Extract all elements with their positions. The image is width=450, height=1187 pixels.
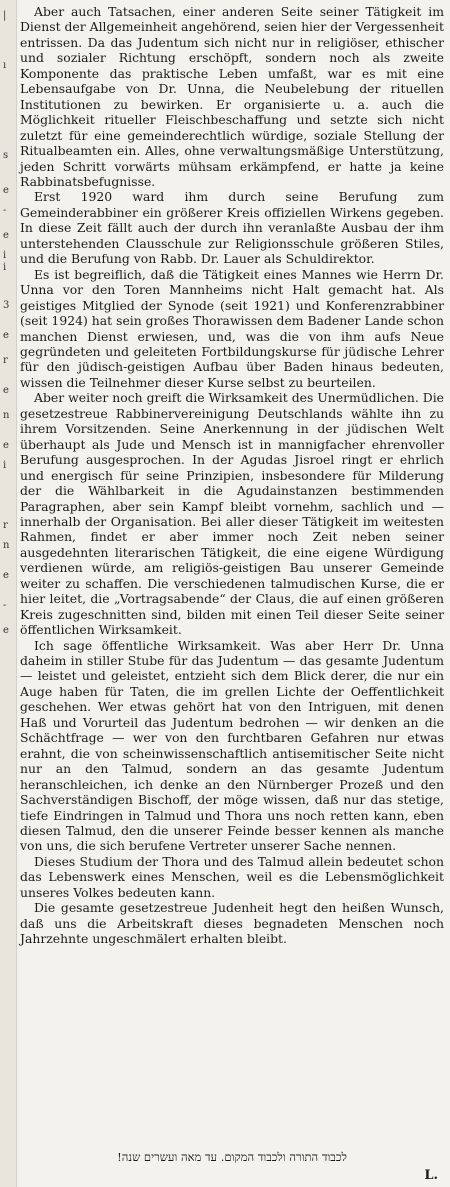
paragraph-study: Dieses Studium der Thora und des Talmud allein bedeutet schon das Lebenswerk eines Menschen, weil es die Lebensmöglichkeit unseres Volkes bedeuten kann. [20,853,444,900]
margin-mark: r [3,520,8,531]
margin-mark: e [3,385,9,396]
margin-mark: i [3,460,7,471]
paragraph-wish: Die gesamte gesetzestreue Judenheit hegt den heißen Wunsch, daß uns die Arbeitskraft dieses begnadeten Menschen noch Jahrzehnte ungeschmälert erhalten bleibt. [20,900,444,947]
margin-mark: n [3,540,10,551]
margin-mark: e [3,570,9,581]
margin-mark: e [3,330,9,341]
margin-mark: s [3,150,9,161]
margin-mark: r [3,355,8,366]
paragraph-ritual-institutions: Aber auch Tatsachen, einer anderen Seite seiner Tätigkeit im Dienst der Allgemeinheit angehörend, seien hier der Vergessenheit entrissen. Da das Judentum sich nicht nur in religiöser, ethischer und sozialer Richtung erschöpft, sondern noch als zweite Komponente das praktische Leben umfaßt, war es mit eine Lebensaufgabe von Dr. Unna, die Neubelebung der rituellen Institutionen zu bewirken. Er organisierte u. a. auch die Möglichkeit ritueller Fleischbeschaffung und setzte sich nicht zuletzt für eine gemeinderechtlich würdige, soziale Stellung der Ritualbeamten ein. Alles, ohne verwaltungsmäßige Unterstützung, jeden Schritt vorwärts mühsam erkämpfend, er hatte ja keine Rabbinatsbefugnisse. [20,4,444,189]
margin-mark: e [3,185,9,196]
margin-mark: e [3,625,9,636]
margin-mark: 3 [3,300,10,311]
margin-mark: i [3,262,7,273]
left-margin-strip [0,0,17,1187]
paragraph-community-rabbi: Erst 1920 ward ihm durch seine Berufung zum Gemeinderabbiner ein größerer Kreis offiziellen Wirkens gegeben. In diese Zeit fällt auch der durch ihn veranlaßte Ausbau der ihm unterstehenden Clausschule zur Religionsschule größeren Stiles, und die Berufung von Rabb. Dr. Lauer als Schuldirektor. [20,189,444,267]
margin-mark: - [3,205,7,216]
paragraph-public-work: Ich sage öffentliche Wirksamkeit. Was aber Herr Dr. Unna daheim in stiller Stube für das Judentum — das gesamte Judentum — leistet und geleistet, entzieht sich dem Blick derer, die nur ein Auge haben für Taten, die im grellen Lichte der Oeffentlichkeit geschehen. Wer etwas gehört hat von den Intriguen, mit denen Haß und Vorurteil das Judentum bedrohen — wir denken an die Schächtfrage — wer von den furchtbaren Gefahren nur etwas erahnt, die von scheinwissenschaftlich antisemitischer Seite nicht nur an den Talmud, sondern an das gesamte Judentum heranschleichen, ich denke an den Nürnberger Prozeß und den Sachverständigen Bischoff, der möge wissen, daß nur das stetige, tiefe Eindringen in Talmud und Thora uns noch retten kann, eben diesen Talmud, den die unserer Feinde besser kennen als manche von uns, die sich berufene Vertreter unserer Sache nennen. [20,637,444,854]
margin-mark: i [3,250,7,261]
margin-mark: n [3,410,10,421]
paragraph-wider-influence: Aber weiter noch greift die Wirksamkeit des Unermüdlichen. Die gesetzestreue Rabbinervereinigung Deutschlands wählte ihn zu ihrem Vorsitzenden. Seine Anerkennung in der jüdischen Welt überhaupt als Jude und Mensch ist in mannigfacher ehrenvoller Berufung ausgesprochen. In der Agudas Jisroel ringt er ehrlich und energisch für seine Prinzipien, insbesondere für Milderung der die Wählbarkeit in die Agudainstanzen bestimmenden Paragraphen, aber sein Kampf bleibt vornehm, sachlich und — innerhalb der Organisation. Bei aller dieser Tätigkeit im weitesten Rahmen, findet er aber immer noch Zeit neben seiner ausgedehnten literarischen Tätigkeit, die eine eigene Würdigung verdienen würde, am religiös-geistigen Bau unserer Gemeinde weiter zu schaffen. Die verschiedenen talmudischen Kurse, die er hier leitet, die „Vortragsabende“ der Claus, die auf einen größeren Kreis zugeschnitten sind, bilden mit einen Teil dieser Seite seiner öffentlichen Wirksamkeit. [20,390,444,638]
margin-mark: | [3,10,7,21]
margin-mark: - [3,600,7,611]
article-column [20,4,444,947]
margin-mark: e [3,230,9,241]
margin-mark: ı [3,60,7,71]
hebrew-closing-line: לכבוד התורה ולכבוד המקום. עד מאה ועשרים שנה! [117,1150,347,1164]
paragraph-synod: Es ist begreiflich, daß die Tätigkeit eines Mannes wie Herrn Dr. Unna vor den Toren Mannheims nicht Halt gemacht hat. Als geistiges Mitglied der Synode (seit 1921) und Konferenzrabbiner (seit 1924) hat sein großes Thorawissen dem Badener Lande schon manchen Dienst erwiesen, und, was die von ihm aufs Neue gegründeten und geleiteten Fortbildungskurse für jüdische Lehrer für den jüdisch-geistigen Aufbau über Baden hinaus bedeuten, wissen die Teilnehmer dieser Kurse selbst zu beurteilen. [20,266,444,390]
author-signature: L. [424,1168,438,1183]
margin-mark: e [3,440,9,451]
